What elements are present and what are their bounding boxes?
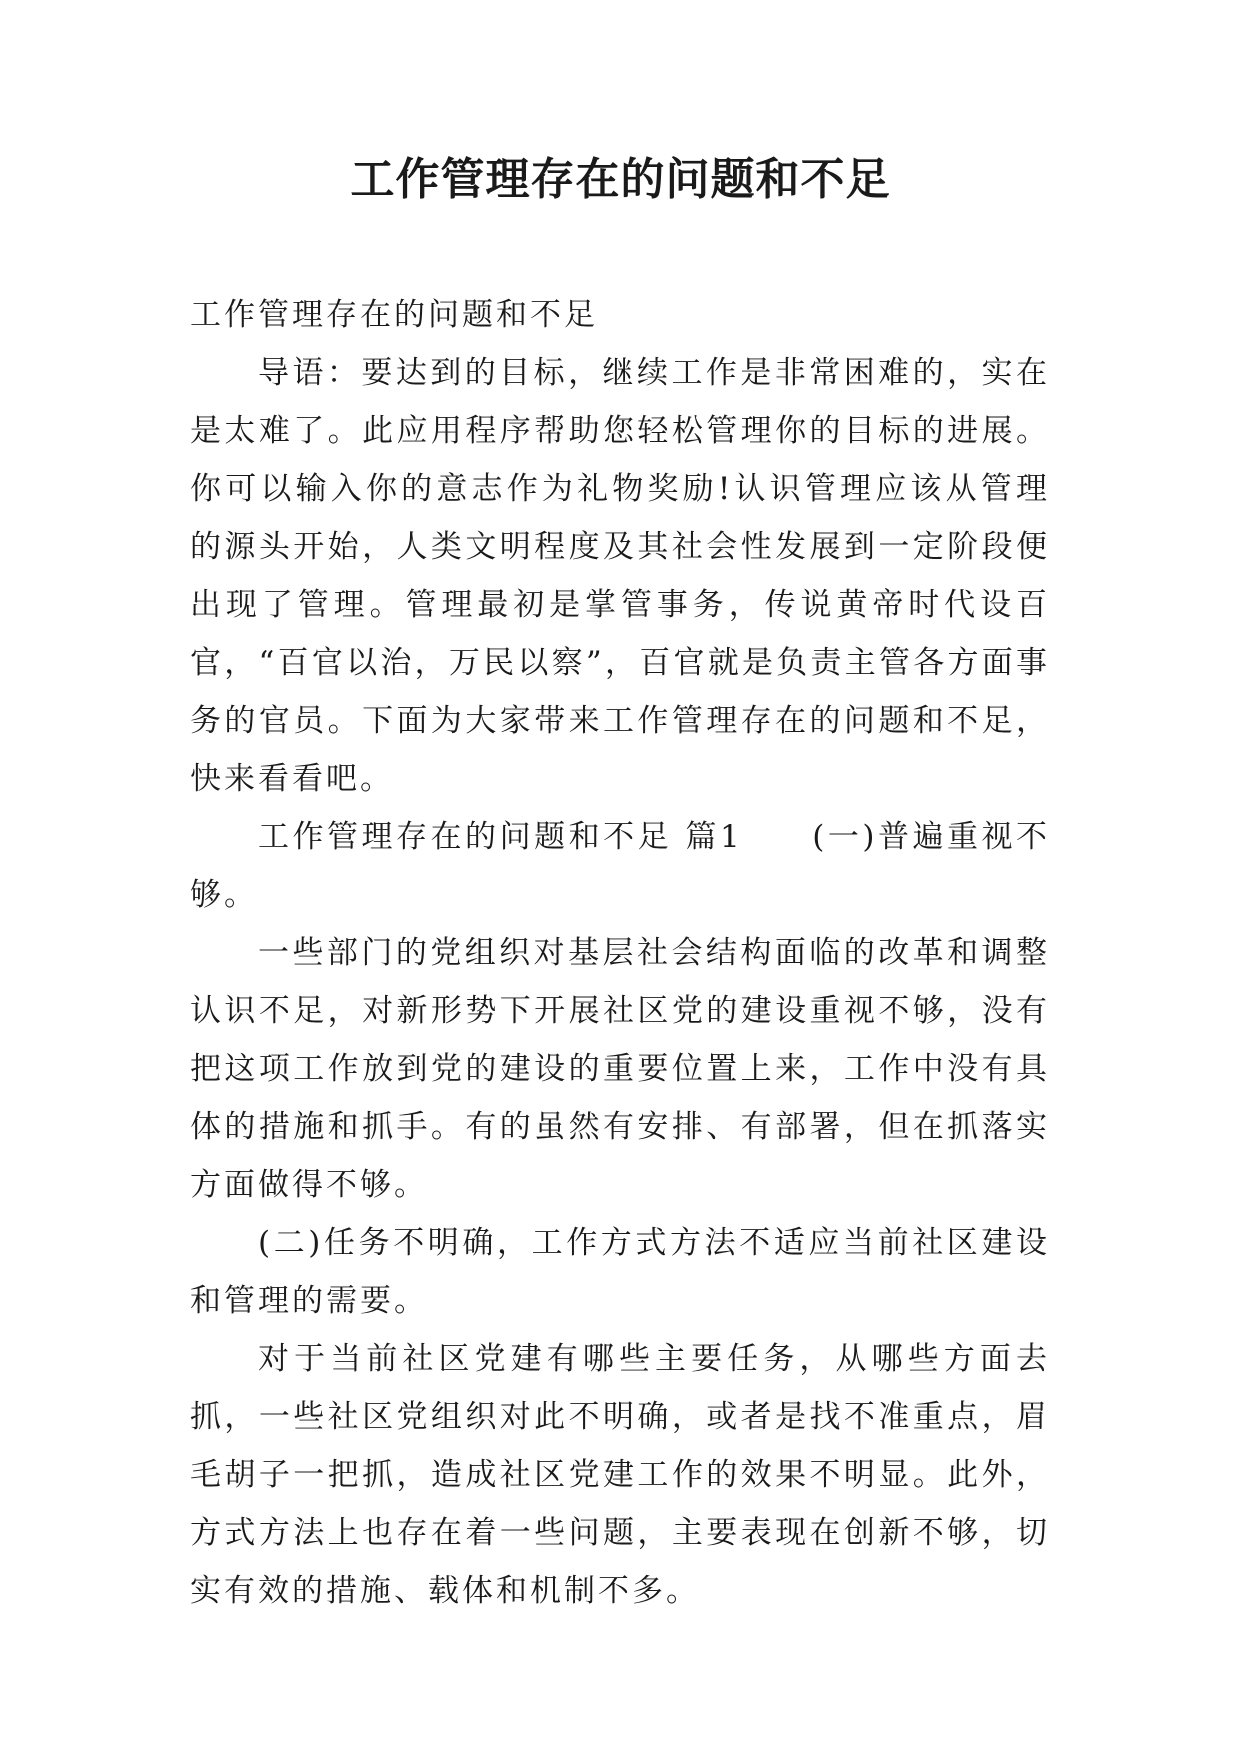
body-paragraph-2: 对于当前社区党建有哪些主要任务，从哪些方面去抓，一些社区党组织对此不明确，或者是找不准重点，眉毛胡子一把抓，造成社区党建工作的效果不明显。此外，方式方法上也存在着一些问题，主要表现在创新不够，切实有效的措施、载体和机制不多。 xyxy=(190,1341,1050,1609)
document-body xyxy=(190,286,1050,1620)
intro-paragraph: 导语：要达到的目标，继续工作是非常困难的，实在是太难了。此应用程序帮助您轻松管理你的目标的进展。你可以输入你的意志作为礼物奖励!认识管理应该从管理的源头开始，人类文明程度及其社会性发展到一定阶段便出现了管理。管理最初是掌管事务，传说黄帝时代设百官，“百官以治，万民以察”，百官就是负责主管各方面事务的官员。下面为大家带来工作管理存在的问题和不足，快来看看吧。 xyxy=(190,355,1050,797)
body-paragraph-1: 一些部门的党组织对基层社会结构面临的改革和调整认识不足，对新形势下开展社区党的建设重视不够，没有把这项工作放到党的建设的重要位置上来，工作中没有具体的措施和抓手。有的虽然有安排、有部署，但在抓落实方面做得不够。 xyxy=(190,935,1050,1203)
document-title: 工作管理存在的问题和不足 xyxy=(350,154,891,205)
section-heading-1: 工作管理存在的问题和不足 篇1 (一)普遍重视不够。 xyxy=(190,819,1050,913)
subtitle-paragraph: 工作管理存在的问题和不足 xyxy=(190,297,598,333)
section-heading-2: (二)任务不明确，工作方式方法不适应当前社区建设和管理的需要。 xyxy=(190,1225,1050,1319)
